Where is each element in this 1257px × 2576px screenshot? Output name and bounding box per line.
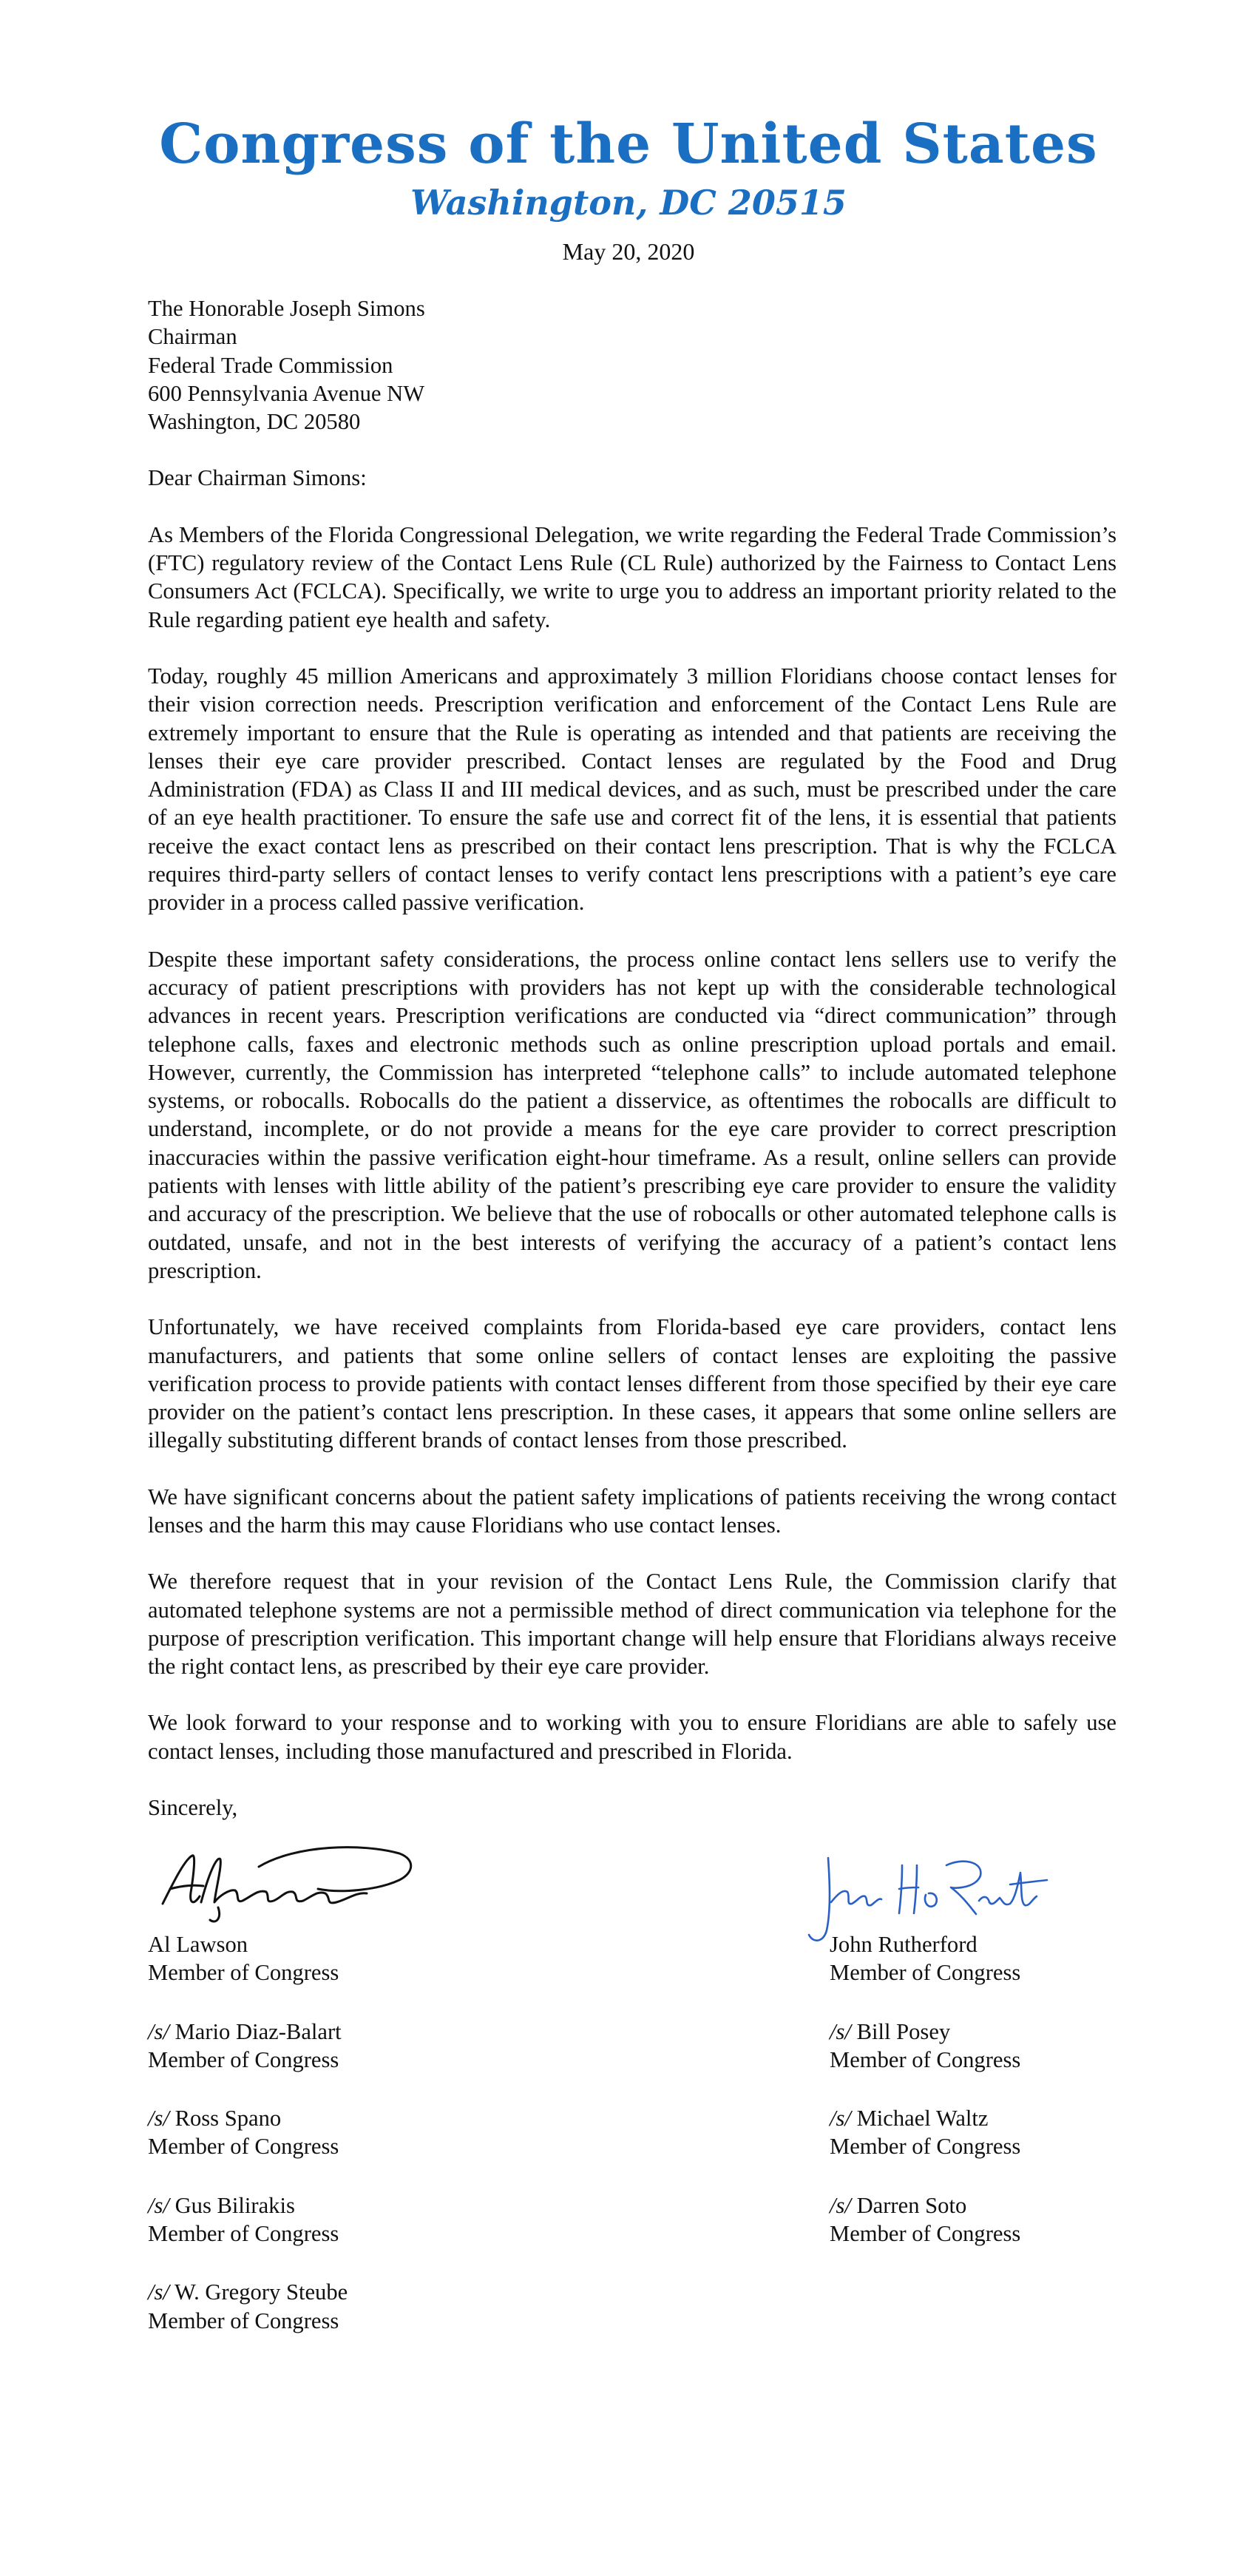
paragraph-4: Unfortunately, we have received complaints from Florida-based eye care providers, contact lens manufacturers, and patients that some online sellers of contact lenses are exploiting the passive verification process to provide patients with contact lenses different from those specified by their eye care provider on the patient’s contact lens prescription. In these cases, it appears that some online sellers are illegally substituting different brands of contact lenses from those prescribed. — [148, 1314, 1117, 1453]
signers-left-column — [148, 1930, 592, 2365]
signer — [148, 1930, 592, 1987]
signer — [830, 2018, 1125, 2075]
signer-prefix: /s/ — [830, 2192, 851, 2218]
letterhead-title: Congress of the United States — [159, 112, 1098, 176]
signer-title: Member of Congress — [830, 2046, 1021, 2072]
signer-name-text: Michael Waltz — [856, 2106, 989, 2132]
signer-title: Member of Congress — [148, 2134, 339, 2160]
paragraph-1: As Members of the Florida Congressional Delegation, we write regarding the Federal Trade Commission’s (FTC) regulatory review of the Contact Lens Rule (CL Rule) authorized by the Fairness to Contact Lens Consumers Act (FCLCA). Specifically, we write to urge you to address an important priority related to the Rule regarding patient eye health and safety. — [148, 521, 1117, 632]
signer — [830, 2104, 1125, 2161]
signer-prefix: /s/ — [148, 2279, 169, 2305]
handwritten-signature-al-lawson — [148, 1837, 429, 1926]
letterhead-subtitle: Washington, DC 20515 — [410, 183, 847, 223]
signer-title: Member of Congress — [830, 1960, 1021, 1986]
signer — [148, 2278, 592, 2335]
address-line: Federal Trade Commission — [148, 352, 393, 378]
signer-title: Member of Congress — [148, 1960, 339, 1986]
signer-prefix: /s/ — [830, 2018, 851, 2044]
letterhead — [0, 111, 1257, 225]
address-line: The Honorable Joseph Simons — [148, 296, 425, 321]
signer-name-text: Darren Soto — [856, 2192, 967, 2218]
letter-date: May 20, 2020 — [562, 238, 695, 265]
signer-name-text: Ross Spano — [175, 2106, 282, 2132]
signature-block — [148, 1836, 1117, 2353]
signer-prefix: /s/ — [148, 2106, 169, 2132]
signer-name-text: John Rutherford — [830, 1932, 978, 1957]
paragraph-2: Today, roughly 45 million Americans and approximately 3 million Floridians choose contact lenses for their vision correction needs. Prescription verification and enforcement of the Contact Lens Rule are extremely important to ensure that the Rule is operating as intended and that patients are receiving the lenses their eye care provider prescribed. Contact lenses are regulated by the Food and Drug Administration (FDA) as Class II and III medical devices, and as such, must be prescribed under the care of an eye health practitioner. To ensure the safe use and correct fit of the lens, it is essential that patients receive the exact contact lens as prescribed on their contact lens prescription. That is why the FCLCA requires third-party sellers of contact lenses to verify contact lens prescriptions with a patient’s eye care provider in a process called passive verification. — [148, 663, 1117, 916]
signer-name — [148, 2278, 592, 2306]
signer-name — [830, 1930, 1125, 1958]
signer-prefix: /s/ — [830, 2106, 851, 2132]
paragraph-7: We look forward to your response and to working with you to ensure Floridians are able to safely use contact lenses, including those manufactured and prescribed in Florida. — [148, 1710, 1117, 1764]
paragraph-5: We have significant concerns about the patient safety implications of patients receiving the wrong contact lenses and the harm this may cause Floridians who use contact lenses. — [148, 1484, 1117, 1538]
signer-name — [830, 2018, 1125, 2046]
signer-title: Member of Congress — [148, 2046, 339, 2072]
signer-prefix: /s/ — [148, 2192, 169, 2218]
signer-name — [148, 2018, 592, 2046]
address-line: 600 Pennsylvania Avenue NW — [148, 380, 425, 406]
letter-body — [148, 294, 1117, 1822]
signer-name — [148, 2104, 592, 2132]
signers-right-column — [830, 1930, 1125, 2278]
signer-name-text: W. Gregory Steube — [175, 2279, 348, 2305]
signer-title: Member of Congress — [148, 2308, 339, 2333]
paragraph-6: We therefore request that in your revision of the Contact Lens Rule, the Commission clarify that automated telephone systems are not a permissible method of direct communication via telephone for the purpose of prescription verification. This important change will help ensure that Floridians always receive the right contact lens, as prescribed by their eye care provider. — [148, 1569, 1117, 1680]
signer-title: Member of Congress — [830, 2134, 1021, 2160]
signer-title: Member of Congress — [830, 2221, 1021, 2247]
closing: Sincerely, — [148, 1795, 238, 1821]
signer — [148, 2104, 592, 2161]
signer-name — [830, 2104, 1125, 2132]
signer — [830, 2191, 1125, 2248]
signer-name-text: Gus Bilirakis — [175, 2192, 295, 2218]
signer-name — [830, 2191, 1125, 2220]
signer-name-text: Mario Diaz-Balart — [175, 2018, 342, 2044]
signer — [830, 1930, 1125, 1987]
signer-title: Member of Congress — [148, 2221, 339, 2247]
signer-name — [148, 1930, 592, 1958]
paragraph-3: Despite these important safety considerations, the process online contact lens sellers use to verify the accuracy of patient prescriptions with providers has not kept up with the considerable technological advances in recent years. Prescription verifications are conducted via “direct communication” through telephone calls, faxes and electronic methods such as online prescription upload portals and email. However, currently, the Commission has interpreted “telephone calls” to include automated telephone systems, or robocalls. Robocalls do the patient a disservice, as oftentimes the robocalls are difficult to understand, incomplete, or do not provide a means for the eye care provider to correct prescription inaccuracies within the passive verification eight-hour timeframe. As a result, online sellers can provide patients with lenses with little ability of the patient’s prescribing eye care provider to ensure the validity and accuracy of the prescription. We believe that the use of robocalls or other automated telephone calls is outdated, unsafe, and not in the best interests of verifying the accuracy of a patient’s contact lens prescription. — [148, 946, 1117, 1283]
signer-name-text: Bill Posey — [856, 2018, 951, 2044]
salutation: Dear Chairman Simons: — [148, 465, 367, 491]
signer-name-text: Al Lawson — [148, 1932, 248, 1957]
signer-name — [148, 2191, 592, 2220]
recipient-address — [148, 294, 1117, 436]
address-line: Chairman — [148, 324, 237, 350]
address-line: Washington, DC 20580 — [148, 409, 361, 435]
signer-prefix: /s/ — [148, 2018, 169, 2044]
signer — [148, 2191, 592, 2248]
signer — [148, 2018, 592, 2075]
